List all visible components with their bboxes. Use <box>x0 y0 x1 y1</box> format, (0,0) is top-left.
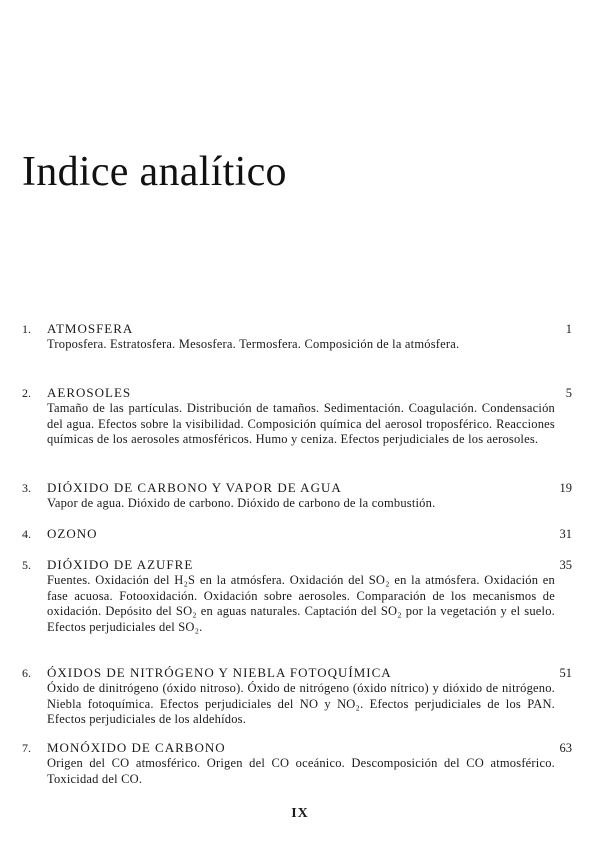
entry-description: Fuentes. Oxidación del H₂S en la atmósfera. Oxidación del SO₂ en la atmósfera. Oxidación en fase acuosa. Fotooxidación. Oxidación sobre aerosoles. Comparación de los mecanismos de oxidación. Depósito del SO₂ en aguas naturales. Captación del SO₂ por la vegetación y el suelo. Efectos perjudiciales del SO₂. <box>47 573 555 634</box>
toc-entry-3 <box>22 480 572 512</box>
entry-number: 1. <box>22 322 31 336</box>
entry-description: Vapor de agua. Dióxido de carbono. Dióxido de carbono de la combustión. <box>47 496 436 510</box>
entry-description: Óxido de dinitrógeno (óxido nitroso). Óxido de nitrógeno (óxido nítrico) y dióxido de nitrógeno. Niebla fotoquímica. Efectos perjudiciales del NO y NO₂. Efectos perjudiciales de los PAN. Efectos perjudiciales de los aldehídos. <box>47 681 555 727</box>
entry-description: Troposfera. Estratosfera. Mesosfera. Termosfera. Composición de la atmósfera. <box>47 337 460 351</box>
entry-page-number: 63 <box>559 741 572 755</box>
entry-number: 6. <box>22 666 31 680</box>
entry-description: Tamaño de las partículas. Distribución de tamaños. Sedimentación. Coagulación. Condensación del agua. Efectos sobre la visibilidad. Composición química del aerosol troposférico. Reacciones químicas de los aerosoles atmosféricos. Humo y ceniza. Efectos perjudiciales de los aerosoles. <box>47 401 555 447</box>
entry-heading: MONÓXIDO DE CARBONO <box>47 740 226 755</box>
toc-entry-7 <box>22 740 572 787</box>
entry-page-number: 35 <box>559 558 572 572</box>
entry-description: Origen del CO atmosférico. Origen del CO oceánico. Descomposición del CO atmosférico. Toxicidad del CO. <box>47 756 555 786</box>
page-folio: IX <box>291 806 309 821</box>
entry-heading: DIÓXIDO DE CARBONO Y VAPOR DE AGUA <box>47 480 342 495</box>
entry-number: 7. <box>22 741 31 755</box>
page-title: Indice analítico <box>22 149 287 195</box>
entry-heading: OZONO <box>47 526 98 541</box>
toc-entry-1 <box>22 321 572 353</box>
entry-number: 3. <box>22 481 31 495</box>
entry-number: 2. <box>22 386 31 400</box>
entry-page-number: 1 <box>565 322 572 336</box>
entry-page-number: 5 <box>565 386 572 400</box>
entry-page-number: 51 <box>559 666 572 680</box>
entry-heading: AEROSOLES <box>47 385 132 400</box>
entry-heading: ÓXIDOS DE NITRÓGENO Y NIEBLA FOTOQUÍMICA <box>47 665 392 680</box>
toc-entry-2 <box>22 385 572 448</box>
toc-entry-5 <box>22 557 572 635</box>
entry-number: 4. <box>22 527 31 541</box>
entry-page-number: 19 <box>559 481 572 495</box>
entry-number: 5. <box>22 558 31 572</box>
toc-entry-4 <box>22 526 572 542</box>
toc-entry-6 <box>22 665 572 728</box>
entry-heading: DIÓXIDO DE AZUFRE <box>47 557 194 572</box>
entry-page-number: 31 <box>559 527 572 541</box>
entry-heading: ATMOSFERA <box>47 321 134 336</box>
